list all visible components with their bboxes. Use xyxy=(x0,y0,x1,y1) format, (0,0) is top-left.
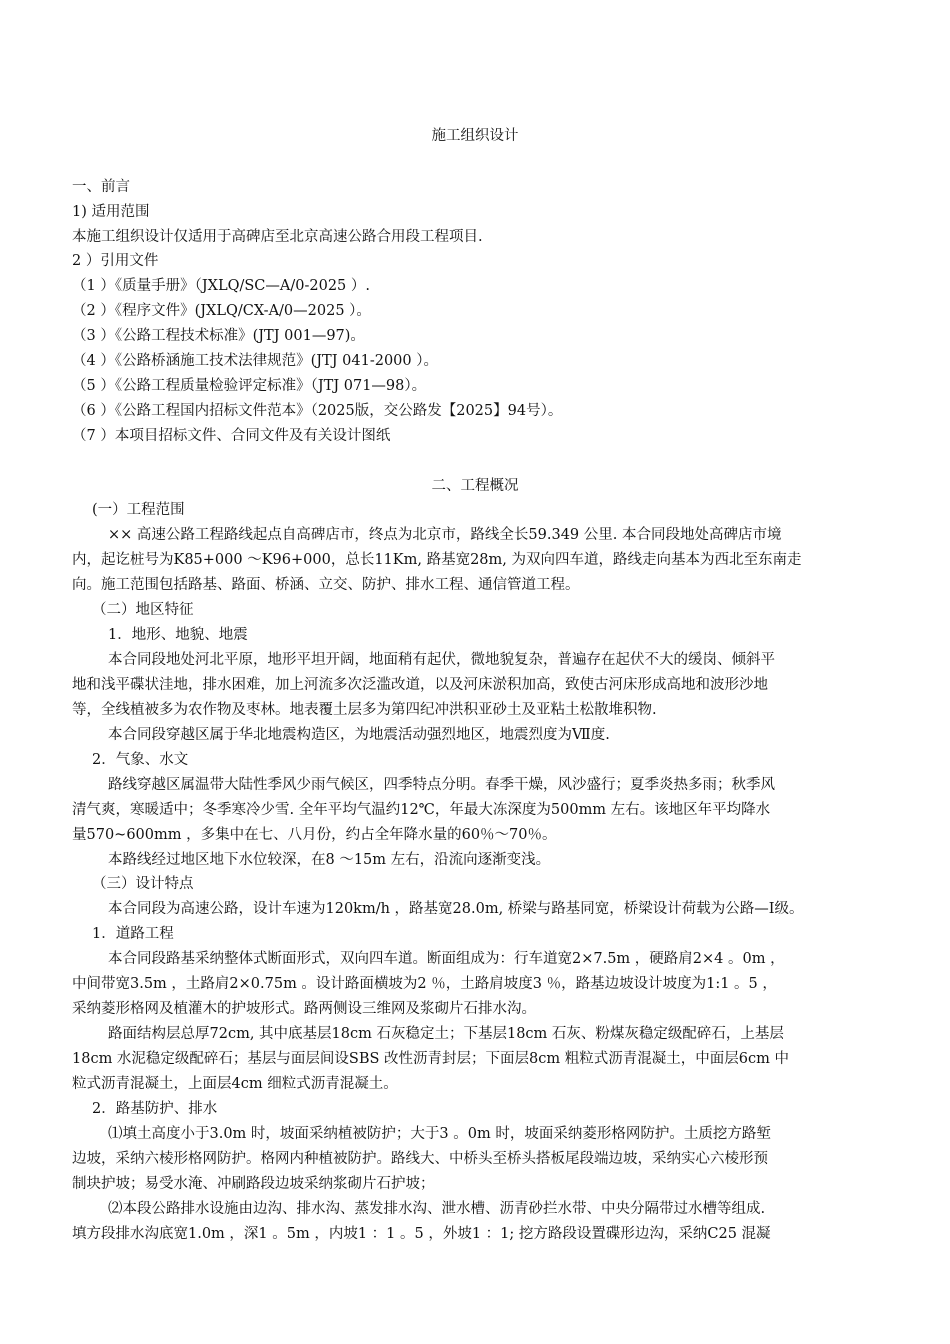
paragraph-line: 内，起讫桩号为K85+000 ～K96+000，总长11Km, 路基宽28m, 为双向四车道，路线走向基本为西北至东南走 xyxy=(72,552,802,568)
subheading-regional-features: （二）地区特征 xyxy=(92,602,194,618)
reference-item: （7 ）本项目招标文件、合同文件及有关设计图纸 xyxy=(72,428,391,444)
reference-item: （2 ）《程序文件》(JXLQ/CX-A/0—2025 ）。 xyxy=(72,303,371,319)
reference-item: （5 ）《公路工程质量检验评定标准》（JTJ 071—98）。 xyxy=(72,378,427,394)
section-heading-overview: 二、工程概况 xyxy=(431,478,519,494)
reference-item: （3 ）《公路工程技术标准》(JTJ 001—97)。 xyxy=(72,328,365,344)
paragraph-line: 等，全线植被多为农作物及枣林。地表覆土层多为第四纪冲洪积亚砂土及亚粘土松散堆积物. xyxy=(72,702,657,718)
subheading-protection-drainage: 2．路基防护、排水 xyxy=(92,1101,218,1117)
paragraph-line: 采纳菱形格网及植灌木的护坡形式。路两侧设三维网及浆砌片石排水沟。 xyxy=(72,1001,536,1017)
paragraph-line: 本合同段地处河北平原，地形平坦开阔，地面稍有起伏，微地貌复杂，普遍存在起伏不大的缓岗、倾斜平 xyxy=(108,652,775,668)
reference-item: （4 ）《公路桥涵施工技术法律规范》(JTJ 041-2000 ）。 xyxy=(72,353,438,369)
paragraph-line: 18cm 水泥稳定级配碎石；基层与面层间设SBS 改性沥青封层；下面层8cm 粗粒式沥青混凝土，中面层6cm 中 xyxy=(72,1051,789,1067)
document-title: 施工组织设计 xyxy=(431,128,519,144)
subheading-terrain: 1．地形、地貌、地震 xyxy=(108,627,248,643)
reference-item: （1 ）《质量手册》（JXLQ/SC—A/0-2025 ）. xyxy=(72,278,370,294)
reference-item: （6 ）《公路工程国内招标文件范本》（2025版，交公路发【2025】94号）。 xyxy=(72,403,563,419)
paragraph-line: 本路线经过地区地下水位较深，在8 ～15m 左右，沿流向逐渐变浅。 xyxy=(108,852,551,868)
paragraph-line: 本合同段路基采纳整体式断面形式，双向四车道。断面组成为：行车道宽2×7.5m ，硬路肩2×4 。0m ， xyxy=(108,951,785,967)
paragraph-line: 制块护坡；易受水淹、冲刷路段边坡采纳浆砌片石护坡； xyxy=(72,1176,435,1192)
paragraph-line: 路面结构层总厚72cm, 其中底基层18cm 石灰稳定土；下基层18cm 石灰、粉煤灰稳定级配碎石，上基层 xyxy=(108,1026,784,1042)
paragraph-line: 填方段排水沟底宽1.0m ，深1 。5m ，内坡1 ：1 。5 ，外坡1 ：1; 挖方路段设置碟形边沟，采纳C25 混凝 xyxy=(72,1226,771,1242)
paragraph-line: 清气爽，寒暖适中；冬季寒冷少雪. 全年平均气温约12℃，年最大冻深度为500mm 左右。该地区年平均降水 xyxy=(72,802,771,818)
paragraph-line: 粒式沥青混凝土，上面层4cm 细粒式沥青混凝土。 xyxy=(72,1076,398,1092)
paragraph-line: 路线穿越区属温带大陆性季风少雨气候区，四季特点分明。春季干燥，风沙盛行；夏季炎热多雨；秋季风 xyxy=(108,777,775,793)
paragraph-line: ⑴填土高度小于3.0m 时，坡面采纳植被防护；大于3 。0m 时，坡面采纳菱形格网防护。土质挖方路堑 xyxy=(108,1126,771,1142)
paragraph-line: 边坡，采纳六棱形格网防护。格网内种植被防护。路线大、中桥头至桥头搭板尾段端边坡，采纳实心六棱形预 xyxy=(72,1151,768,1167)
subheading-climate: 2．气象、水文 xyxy=(92,752,189,768)
paragraph-line: 向。施工范围包括路基、路面、桥涵、立交、防护、排水工程、通信管道工程。 xyxy=(72,577,580,593)
section-heading-foreword: 一、前言 xyxy=(72,179,130,195)
paragraph-line: 地和浅平碟状洼地，排水困难，加上河流多次泛滥改道，以及河床淤积加高，致使古河床形成高地和波形沙地 xyxy=(72,677,768,693)
subheading-road-works: 1．道路工程 xyxy=(92,926,174,942)
paragraph-line: 本合同段穿越区属于华北地震构造区，为地震活动强烈地区，地震烈度为Ⅶ度. xyxy=(108,727,610,743)
paragraph-line: ×× 高速公路工程路线起点自高碑店市，终点为北京市，路线全长59.349 公里. 本合同段地处高碑店市境 xyxy=(108,527,782,543)
subheading-scope: 1) 适用范围 xyxy=(72,204,150,220)
paragraph-line: 本施工组织设计仅适用于高碑店至北京高速公路合用段工程项目. xyxy=(72,229,483,245)
subheading-design-features: （三）设计特点 xyxy=(92,876,194,892)
subheading-references: 2 ）引用文件 xyxy=(72,253,159,269)
paragraph-line: 量570~600mm ，多集中在七、八月份，约占全年降水量的60％～70％。 xyxy=(72,827,557,843)
subheading-engineering-scope: (一）工程范围 xyxy=(92,502,185,518)
paragraph-line: ⑵本段公路排水设施由边沟、排水沟、蒸发排水沟、泄水槽、沥青砂拦水带、中央分隔带过水槽等组成. xyxy=(108,1201,766,1217)
paragraph-line: 中间带宽3.5m ，土路肩2×0.75m 。设计路面横坡为2 ％，土路肩坡度3 ％，路基边坡设计坡度为1:1 。5 ， xyxy=(72,976,777,992)
paragraph-line: 本合同段为高速公路，设计车速为120km/h ，路基宽28.0m, 桥梁与路基同宽，桥梁设计荷载为公路—Ⅰ级。 xyxy=(108,901,804,917)
